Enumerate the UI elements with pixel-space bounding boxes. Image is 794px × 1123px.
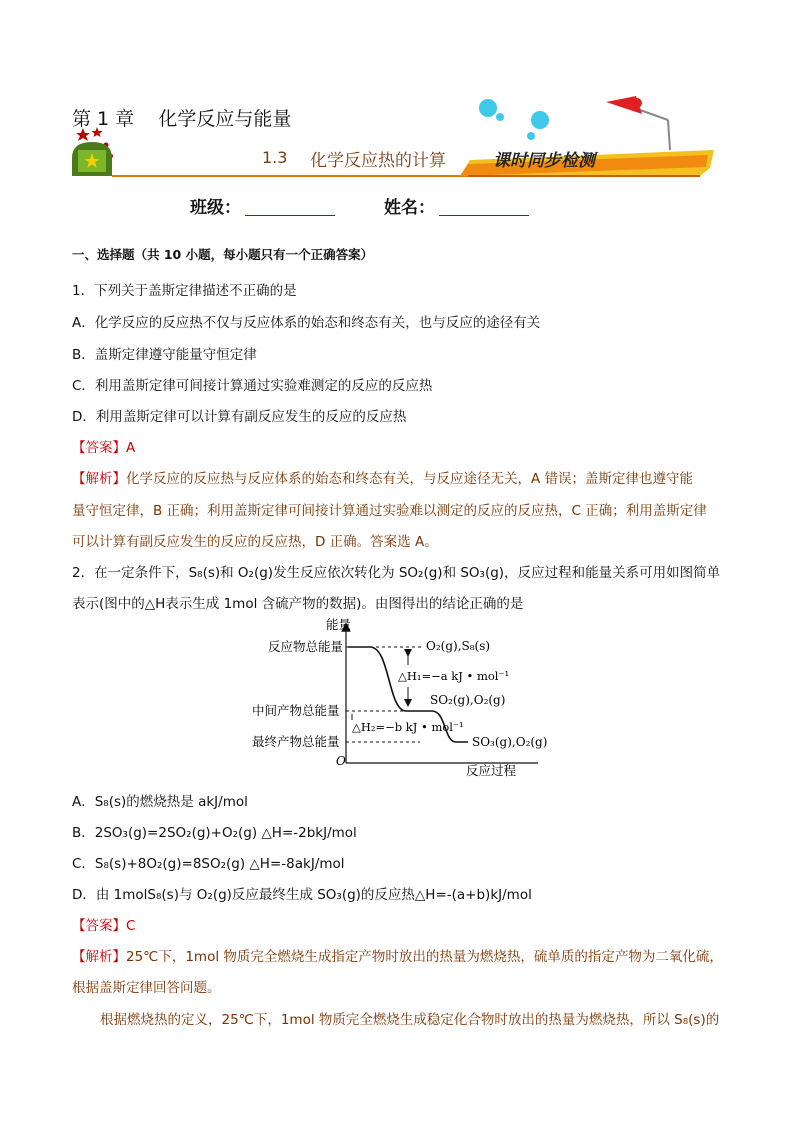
- q2-analysis-1: [72, 945, 723, 965]
- class-blank[interactable]: [245, 201, 335, 216]
- level-intermediate: 中间产物总能量: [252, 703, 340, 718]
- answer-tag: 【答案】: [72, 440, 126, 456]
- section-title: 化学反应热的计算: [310, 151, 446, 171]
- answer-value: C: [126, 918, 136, 934]
- q2-stem-1: 2．在一定条件下，S₈(s)和 O₂(g)发生反应依次转化为 SO₂(g)和 SO₃(g)，反应过程和能量关系可用如图简单: [72, 565, 721, 581]
- q1-stem: 1．下列关于盖斯定律描述不正确的是: [72, 283, 297, 299]
- class-field: [190, 193, 335, 218]
- energy-diagram: [240, 615, 570, 783]
- sync-label: 课时同步检测: [493, 151, 595, 171]
- analysis-text: 化学反应的反应热与反应体系的始态和终态有关，与反应途径无关，A 错误；盖斯定律也遵守能: [126, 471, 694, 487]
- q2-option-d: D．由 1molS₈(s)与 O₂(g)反应最终生成 SO₃(g)的反应热△H=-(a+b)kJ/mol: [72, 887, 532, 903]
- answer-value: A: [126, 440, 136, 456]
- q1-option-d: D．利用盖斯定律可以计算有副反应发生的反应的反应热: [72, 409, 407, 425]
- name-label: 姓名：: [384, 198, 435, 218]
- q1-analysis-2: 量守恒定律，B 正确；利用盖斯定律可间接计算通过实验难以测定的反应的反应热，C 正确；利用盖斯定律: [72, 503, 707, 519]
- q1-answer: [72, 436, 135, 456]
- section-heading: 一、选择题（共 10 小题，每小题只有一个正确答案）: [72, 247, 374, 262]
- class-label: 班级：: [190, 198, 241, 218]
- q1-option-c: C．利用盖斯定律可间接计算通过实验难测定的反应的反应热: [72, 378, 433, 394]
- level-final: 最终产物总能量: [252, 734, 340, 749]
- q1-analysis-3: 可以计算有副反应发生的反应的反应热，D 正确。答案选 A。: [72, 534, 438, 550]
- answer-tag: 【答案】: [72, 918, 126, 934]
- q1-option-a: A．化学反应的反应热不仅与反应体系的始态和终态有关，也与反应的途径有关: [72, 315, 541, 331]
- q2-option-b: B．2SO₃(g)=2SO₂(g)+O₂(g) △H=-2bkJ/mol: [72, 825, 357, 841]
- section-number: 1.3: [262, 148, 288, 167]
- analysis-text: 25℃下，1mol 物质完全燃烧生成指定产物时放出的热量为燃烧热，硫单质的指定产物为二氧化硫，: [126, 949, 723, 965]
- origin-label: O: [336, 754, 346, 768]
- q1-analysis-1: [72, 467, 693, 487]
- q2-analysis-3: 根据燃烧热的定义，25℃下，1mol 物质完全燃烧生成稳定化合物时放出的热量为燃烧热，所以 S₈(s)的: [100, 1012, 720, 1028]
- q2-stem-2: 表示(图中的△H表示生成 1mol 含硫产物的数据)。由图得出的结论正确的是: [72, 596, 524, 612]
- q2-answer: [72, 914, 135, 934]
- species-top: O₂(g),S₈(s): [426, 639, 491, 653]
- chapter-title: 第 1 章 化学反应与能量: [72, 108, 292, 130]
- species-mid: SO₂(g),O₂(g): [430, 693, 506, 707]
- species-bottom: SO₃(g),O₂(g): [472, 735, 548, 749]
- analysis-tag: 【解析】: [72, 949, 126, 965]
- level-reactant: 反应物总能量: [268, 639, 344, 654]
- dh2-label: △H₂=−b kJ • mol⁻¹: [352, 720, 464, 734]
- name-field: [384, 193, 529, 218]
- q2-option-c: C．S₈(s)+8O₂(g)=8SO₂(g) △H=-8akJ/mol: [72, 856, 345, 872]
- y-axis-label: 能量: [326, 617, 352, 632]
- q2-analysis-2: 根据盖斯定律回答问题。: [72, 980, 221, 996]
- q2-option-a: A．S₈(s)的燃烧热是 akJ/mol: [72, 794, 248, 810]
- name-blank[interactable]: [439, 201, 529, 216]
- dh1-label: △H₁=−a kJ • mol⁻¹: [398, 669, 510, 683]
- q1-option-b: B．盖斯定律遵守能量守恒定律: [72, 347, 257, 363]
- analysis-tag: 【解析】: [72, 471, 126, 487]
- x-axis-label: 反应过程: [466, 763, 517, 778]
